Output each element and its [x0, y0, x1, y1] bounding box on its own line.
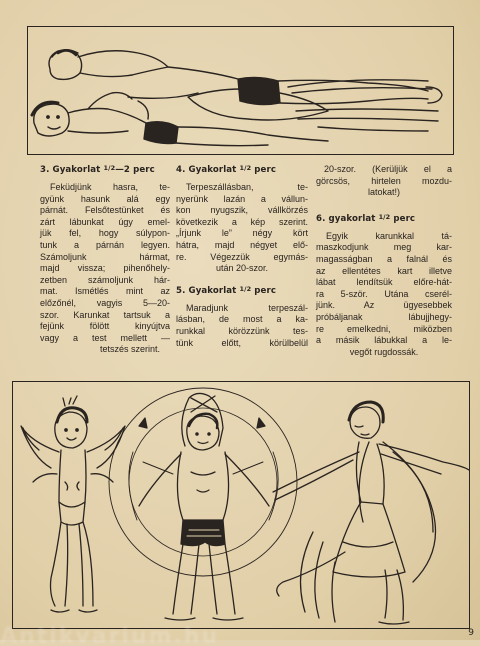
exercise-3-column: [40, 160, 170, 362]
fraction: 1/2: [239, 284, 252, 293]
fraction: 1/2: [239, 164, 252, 172]
exercise-6-column: [316, 160, 452, 364]
exercise-figures-illustration: [13, 382, 469, 628]
woman-leg-swing-figure: [273, 402, 469, 624]
exercise-5-text: Maradjunk terpeszál- lásban, de most a ka- runkkal körözzünk tes- tünk előtt, körülbelül: [176, 302, 308, 348]
exercise-3-text: Feküdjünk hasra, te- gyünk hasunk alá egy párnát. Felsőtestünket és zárt lábunkat úgy emel- jük fel, hogy súlypon- tunk a párnán legyen. Számoljunk hármat, majd vissza; pihenőhely- zetben számoljunk hár- mat. Ismétlés mint az előzőnél, vagyis 5—20- szor. Karunkat tartsuk a fejünk fölött kinyújtva vagy a test mellett — tetszés szerint.: [40, 182, 170, 355]
boy-arm-circles-figure: [109, 388, 297, 620]
top-illustration-frame: [27, 26, 454, 155]
exercise-4-text: Terpeszállásban, te- nyerünk lazán a vállun- kon nyugszik, vállkörzés következik a kép szerint. „Írjunk le” négy kört hátra, majd négyet elő- re. Végezzük egymás- után 20-szor.: [176, 182, 308, 274]
bottom-illustration-frame: [12, 381, 470, 629]
page-number: 9: [468, 628, 474, 638]
exercise-5-continued-text: 20-szor. (Kerüljük el a görcsös, hirtelen mozdu- latokat!): [316, 164, 452, 198]
antikvarium-watermark: Antikvarium.hu: [0, 624, 220, 646]
lying-man-illustration: [28, 27, 453, 154]
exercise-4-heading: 4. Gyakorlat $^{1/2}$ perc: [176, 164, 277, 175]
fraction: 1/2: [103, 164, 116, 172]
exercise-3-heading: 3. Gyakorlat $^{1/2}$—2 perc: [40, 164, 155, 175]
exercise-5-heading: 5. Gyakorlat $^{1/2}$ perc: [176, 284, 277, 296]
exercise-6-text: Egyik karunkkal tá- maszkodjunk meg kar- magasságban a falnál és az ellentétes kart illetve lábat lendítsük előre-hát- ra 5-ször. Utána cserél- jünk. Az ügyesebbek próbáljanak lábujjhegy- re emelkedni, miközben a másik lábukkal a le- vegőt rugdossák.: [316, 230, 452, 357]
fraction: 1/2: [378, 212, 391, 221]
exercise-6-heading: 6. gyakorlat $^{1/2}$ perc: [316, 212, 416, 224]
girl-shoulder-circles-figure: [21, 396, 125, 612]
exercise-4-5-column: [176, 160, 308, 355]
